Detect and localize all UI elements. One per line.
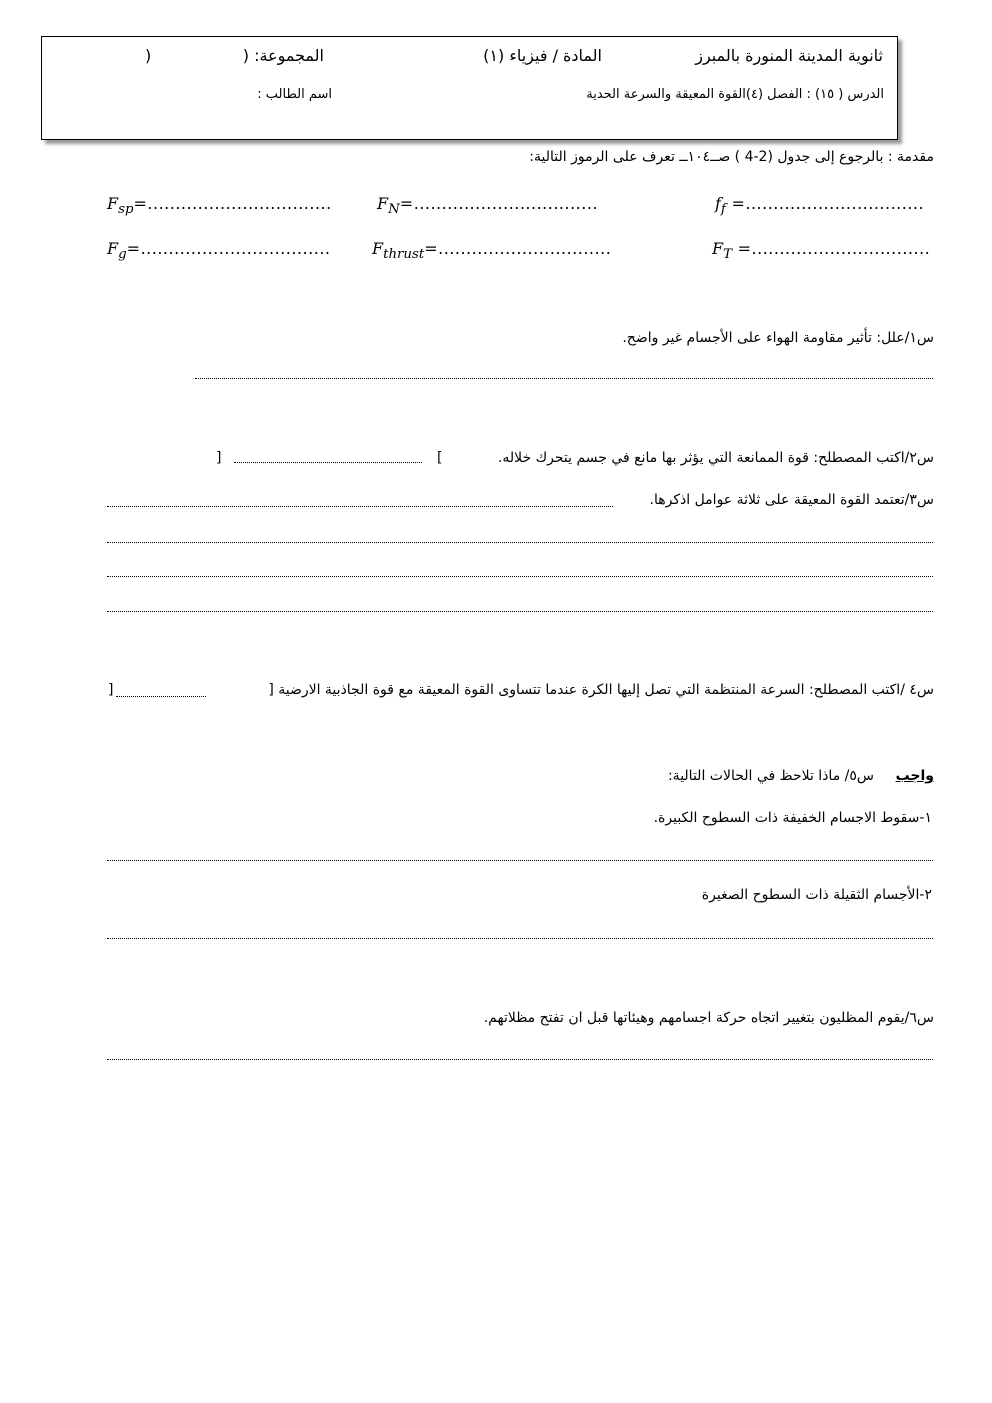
symbol-ft-sub: T [723,247,732,263]
answer-line-q5-1[interactable] [107,860,933,861]
answer-line-q6[interactable] [107,1059,933,1060]
question-6: س٦/يقوم المظليون بتغيير اتجاه حركة اجسامهم وهيئاتها قبل ان تفتح مظلاتهم. [483,1010,934,1026]
symbol-fsp-letter: F [107,194,119,213]
symbol-ff-sub: f [720,202,726,218]
answer-line-q3-0[interactable] [107,506,613,507]
symbol-fthrust-letter: F [372,239,384,258]
q5-item-1: ١-سقوط الاجسام الخفيفة ذات السطوح الكبيرة. [653,810,932,826]
question-1: س١/علل: تأثير مقاومة الهواء على الأجسام غير واضح. [622,330,934,346]
symbol-fg [107,239,330,262]
symbol-ft-blank[interactable]: =................................ [732,239,931,258]
symbol-fsp-sub: sp [118,202,134,218]
intro-text: مقدمة : بالرجوع إلى جدول (2-4 ) صــ١٠٤ــ تعرف على الرموز التالية: [529,149,934,165]
group-label: المجموعة: ( [242,46,324,65]
symbol-fsp [107,194,332,217]
symbol-fg-blank[interactable]: =.................................. [126,239,331,258]
symbol-fg-letter: F [107,239,119,258]
q5-item-2: ٢-الأجسام الثقيلة ذات السطوح الصغيرة [701,887,932,903]
answer-line-q5-2[interactable] [107,938,933,939]
q2-bracket-close: ] [216,450,222,466]
symbol-fsp-blank[interactable]: =................................. [133,194,332,213]
symbol-fn-letter: F [377,194,389,213]
answer-line-q4[interactable] [116,696,206,697]
homework-label: واجب [895,768,934,784]
subject-label: المادة / فيزياء (١) [483,46,602,65]
school-name: ثانوية المدينة المنورة بالمبرز [695,46,883,65]
answer-line-q3-3[interactable] [107,611,933,612]
question-5: س٥/ ماذا تلاحظ في الحالات التالية: [667,768,874,784]
symbol-ff-letter: f [715,194,721,213]
question-4: س٤ /اكتب المصطلح: السرعة المنتظمة التي تصل إليها الكرة عندما تتساوى القوة المعيقة مع قوة الجاذبية الارضية [ [268,682,934,698]
group-close-paren: ) [145,46,152,65]
lesson-title: الدرس ( ١٥) : الفصل (٤)القوة المعيقة والسرعة الحدية [586,87,884,102]
symbol-fn-sub: N [388,202,400,218]
question-2: س٢/اكتب المصطلح: قوة الممانعة التي يؤثر بها مانع في جسم يتحرك خلاله. [497,450,934,466]
symbol-ff [715,194,924,217]
question-3: س٣/تعتمد القوة المعيقة على ثلاثة عوامل اذكرها. [649,492,934,508]
symbol-ft [712,239,930,262]
symbol-fthrust [372,239,611,262]
q4-bracket-close: ] [108,682,114,698]
answer-line-q1[interactable] [195,378,933,379]
q2-bracket-open: [ [437,450,443,466]
symbol-fn-blank[interactable]: =................................. [399,194,599,213]
student-name-label: اسم الطالب : [257,87,332,102]
answer-line-q2[interactable] [234,462,422,463]
student-name-field[interactable] [180,86,240,104]
symbol-fg-sub: g [118,247,127,263]
symbol-fthrust-blank[interactable]: =............................... [424,239,612,258]
symbol-fthrust-sub: thrust [383,247,425,263]
symbol-fn [377,194,598,217]
symbol-ff-blank[interactable]: =................................ [725,194,925,213]
answer-line-q3-2[interactable] [107,576,933,577]
answer-line-q3-1[interactable] [107,542,933,543]
symbol-ft-letter: F [712,239,724,258]
